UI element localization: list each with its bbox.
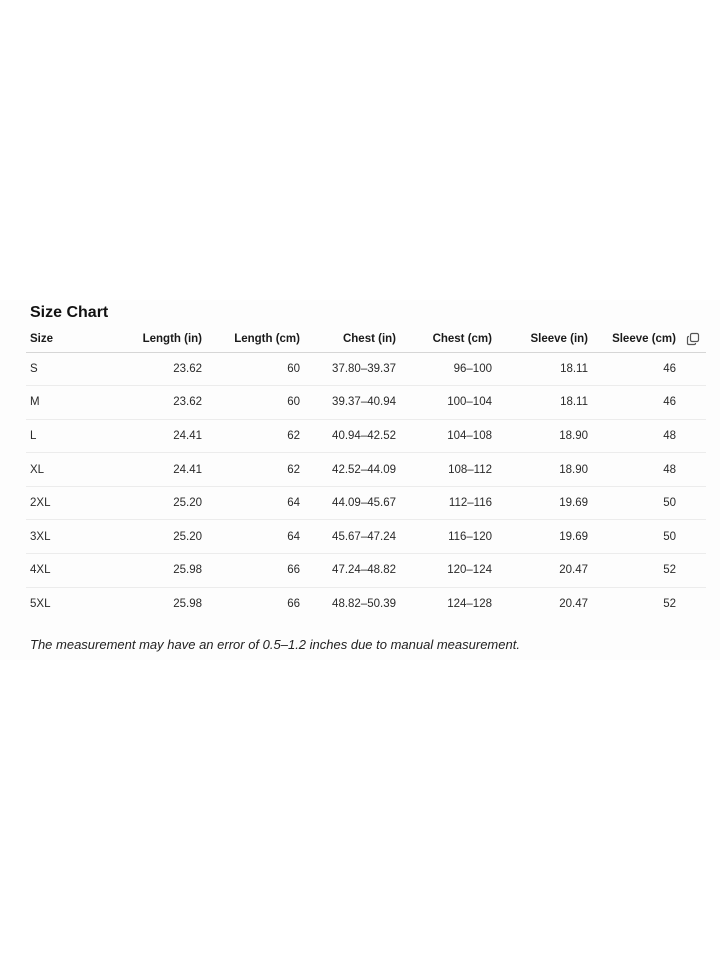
table-row bbox=[26, 554, 706, 588]
copy-table-button[interactable] bbox=[680, 326, 706, 352]
cell-size: 3XL bbox=[26, 520, 90, 554]
cell-sleeve-cm: 50 bbox=[592, 486, 680, 520]
table-body bbox=[26, 352, 706, 621]
cell-length-in: 23.62 bbox=[90, 352, 206, 386]
copy-icon[interactable] bbox=[686, 332, 700, 346]
cell-sleeve-cm: 50 bbox=[592, 520, 680, 554]
cell-chest-in: 48.82–50.39 bbox=[332, 598, 396, 611]
cell-chest-in: 39.37–40.94 bbox=[304, 386, 400, 420]
cell-length-in: 25.20 bbox=[90, 520, 206, 554]
cell-length-cm: 60 bbox=[206, 386, 304, 420]
cell-chest-cm: 100–104 bbox=[400, 386, 496, 420]
table-row bbox=[26, 453, 706, 487]
cell-length-cm: 64 bbox=[206, 486, 304, 520]
cell-chest-in: 44.09–45.67 bbox=[304, 486, 400, 520]
cell-chest-in: 47.24–48.82 bbox=[304, 554, 400, 588]
cell-sleeve-in: 19.69 bbox=[496, 486, 592, 520]
row-spacer bbox=[680, 386, 706, 420]
cell-size: XL bbox=[26, 453, 90, 487]
cell-length-cm: 60 bbox=[206, 352, 304, 386]
cell-length-in: 25.20 bbox=[90, 486, 206, 520]
row-spacer bbox=[680, 419, 706, 453]
row-spacer bbox=[680, 520, 706, 554]
cell-chest-cm: 116–120 bbox=[400, 520, 496, 554]
cell-length-cm: 62 bbox=[206, 453, 304, 487]
table-header-row bbox=[26, 326, 706, 352]
cell-chest-in: 40.94–42.52 bbox=[304, 419, 400, 453]
cell-chest-cm: 120–124 bbox=[400, 554, 496, 588]
size-chart-table bbox=[26, 326, 706, 621]
size-chart-title: Size Chart bbox=[30, 304, 109, 321]
cell-sleeve-in: 18.90 bbox=[496, 453, 592, 487]
cell-sleeve-cm: 46 bbox=[592, 352, 680, 386]
cell-size: M bbox=[26, 386, 90, 420]
cell-sleeve-in: 20.47 bbox=[496, 554, 592, 588]
cell-length-cm: 66 bbox=[287, 598, 300, 611]
row-spacer bbox=[680, 486, 706, 520]
cell-sleeve-in: 20.47 bbox=[559, 598, 588, 611]
column-header-sleeve-cm: Sleeve (cm) bbox=[592, 326, 680, 352]
cell-sleeve-in: 18.11 bbox=[496, 386, 592, 420]
table-row bbox=[26, 386, 706, 420]
table-row bbox=[26, 352, 706, 386]
cell-chest-in: 42.52–44.09 bbox=[304, 453, 400, 487]
cell-sleeve-cm: 48 bbox=[592, 453, 680, 487]
cell-sleeve-cm: 52 bbox=[663, 598, 676, 611]
column-header-length-in: Length (in) bbox=[90, 326, 206, 352]
cell-chest-cm: 108–112 bbox=[400, 453, 496, 487]
cell-size: L bbox=[26, 419, 90, 453]
cell-size: 4XL bbox=[26, 554, 90, 588]
cell-chest-cm: 104–108 bbox=[400, 419, 496, 453]
row-spacer bbox=[680, 554, 706, 588]
cell-size: 5XL bbox=[30, 598, 51, 611]
column-header-length-cm: Length (cm) bbox=[206, 326, 304, 352]
column-header-sleeve-in: Sleeve (in) bbox=[496, 326, 592, 352]
cell-length-cm: 64 bbox=[206, 520, 304, 554]
table-row bbox=[26, 419, 706, 453]
cell-length-cm: 66 bbox=[206, 554, 304, 588]
row-spacer bbox=[680, 587, 706, 621]
cell-sleeve-cm: 48 bbox=[592, 419, 680, 453]
cell-sleeve-in: 18.90 bbox=[496, 419, 592, 453]
cell-size: S bbox=[26, 352, 90, 386]
cell-length-in: 25.98 bbox=[90, 554, 206, 588]
cell-sleeve-cm: 52 bbox=[592, 554, 680, 588]
table-row bbox=[26, 486, 706, 520]
measurement-note: The measurement may have an error of 0.5–1.2 inches due to manual measurement. bbox=[30, 637, 520, 652]
row-spacer bbox=[680, 453, 706, 487]
cell-chest-cm: 124–128 bbox=[447, 598, 492, 611]
cell-length-in: 25.98 bbox=[173, 598, 202, 611]
row-spacer bbox=[680, 352, 706, 386]
cell-sleeve-cm: 46 bbox=[592, 386, 680, 420]
column-header-chest-cm: Chest (cm) bbox=[400, 326, 496, 352]
cell-length-cm: 62 bbox=[206, 419, 304, 453]
cell-chest-cm: 96–100 bbox=[400, 352, 496, 386]
cell-chest-in: 45.67–47.24 bbox=[304, 520, 400, 554]
cell-length-in: 23.62 bbox=[90, 386, 206, 420]
column-header-size: Size bbox=[26, 326, 90, 352]
cell-length-in: 24.41 bbox=[90, 419, 206, 453]
cell-length-in: 24.41 bbox=[90, 453, 206, 487]
table-row bbox=[26, 587, 706, 621]
cell-size: 2XL bbox=[26, 486, 90, 520]
cell-sleeve-in: 19.69 bbox=[496, 520, 592, 554]
cell-sleeve-in: 18.11 bbox=[496, 352, 592, 386]
table-row bbox=[26, 520, 706, 554]
cell-chest-in: 37.80–39.37 bbox=[304, 352, 400, 386]
cell-chest-cm: 112–116 bbox=[400, 486, 496, 520]
column-header-chest-in: Chest (in) bbox=[304, 326, 400, 352]
